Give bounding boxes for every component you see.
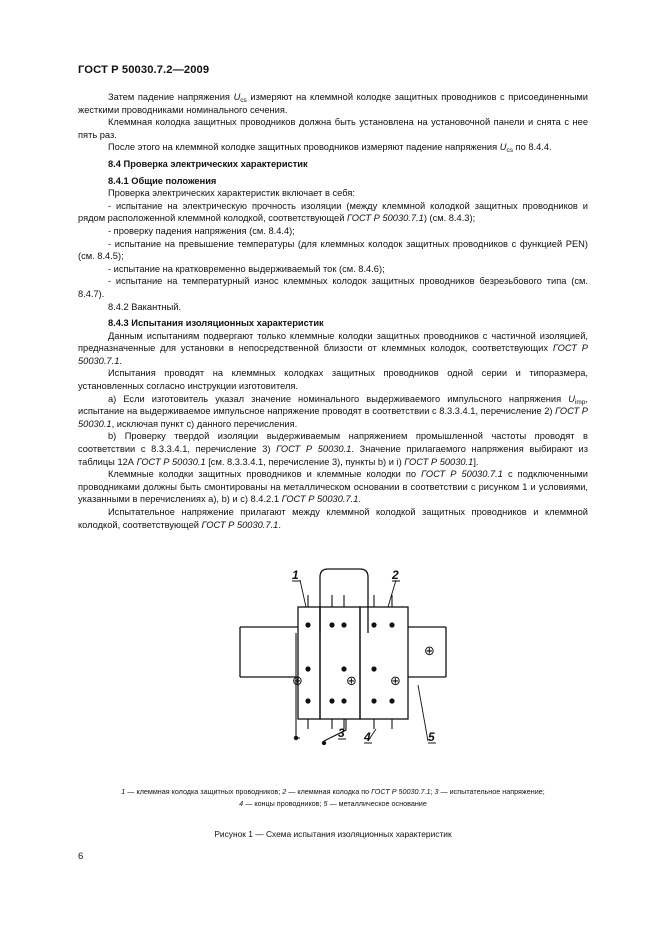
paragraph: b) Проверку твердой изоляции выдерживаемым напряжением промышленной частоты проводят в соответствии с 8.3.3.4.1, перечисление 3) ГОСТ Р 50030.1. Значение прилагаемого напряжения выбирают из таблицы 12А ГОСТ Р 50030.1 [см. 8.3.3.4.1, перечисление 3), пункты b) и i) ГОСТ Р 50030.1]. [78,431,588,467]
list-item: - испытание на электрическую прочность изоляции (между клеммной колодкой защитных проводников и рядом расположенной клеммной колодкой, соответствующей ГОСТ Р 50030.7.1) (см. 8.4.3); [78,200,588,224]
leader-lines [300,580,428,741]
terminal-block-2 [360,607,408,719]
paragraph: Испытания проводят на клеммных колодках защитных проводников одной серии и типоразмера, установленных согласно инструкции изготовителя. [78,368,588,392]
body-text [78,91,588,531]
ground-symbol-icon: ⊕ [346,674,357,689]
paragraph: а) Если изготовитель указал значение номинального выдерживаемого импульсного напряжения $U_{imp}$, испытание на выдерживаемое импульсное напряжение проводят в соответствии с 8.3.3.4.1, перечисление 2) ГОСТ Р 50030.1, исключая пункт с) данного перечисления. [78,393,588,429]
paragraph: Данным испытаниям подвергают только клеммные колодки защитных проводников с частичной изоляцией, предназначенные для установки в непосредственной близости от клеммных колодок, соответствующих ГОСТ Р 50030.7.1. [78,330,588,366]
section-heading-8-4-3: 8.4.3 Испытания изоляционных характеристик [108,318,324,329]
document-header: ГОСТ Р 50030.7.2—2009 [78,64,210,76]
figure-label-2: 2 [392,568,399,582]
paragraph: Клеммные колодки защитных проводников и клеммные колодки по ГОСТ Р 50030.7.1 с подключенными проводниками должны быть смонтированы на металлическом основании в соответствии с рисунком 1 и условиями, указанными в перечислениях а), b) и с) 8.4.2.1 ГОСТ Р 50030.7.1. [78,469,588,505]
ground-symbol-icon: ⊕ [292,674,303,689]
figure-legend: 1 — клеммная колодка защитных проводников; 2 — клеммная колодка по ГОСТ Р 50030.7.1; 3 — испытательное напряжение; 4 — концы проводников; 5 — металлическое основание [121,787,545,808]
figure-label-4: 4 [364,730,371,744]
ground-symbol-icon: ⊕ [390,674,401,689]
terminal-block-center [320,607,360,719]
section-heading-8-4-1: 8.4.1 Общие положения [108,175,217,186]
ground-symbol-icon: ⊕ [424,644,435,659]
paragraph: Клеммная колодка защитных проводников должна быть установлена на установочной панели и снята с нее пять раз. [78,117,588,140]
list-item: - проверку падения напряжения (см. 8.4.4); [108,225,295,236]
list-item: - испытание на кратковременно выдерживаемый ток (см. 8.4.6); [108,263,385,274]
test-circuit-drawing [228,565,458,745]
figure-1-test-diagram [228,565,458,745]
paragraph: Проверка электрических характеристик включает в себя: [108,188,355,199]
paragraph: После этого на клеммной колодке защитных проводников измеряют падение напряжения $U_{cs}$ по 8.4.4. [108,142,552,155]
figure-caption: Рисунок 1 — Схема испытания изоляционных характеристик [214,829,452,839]
list-item: - испытание на превышение температуры (для клеммных колодок защитных проводников с функцией PEN) (см. 8.4.5); [78,238,588,262]
figure-label-3: 3 [338,726,345,740]
figure-label-1: 1 [292,568,299,582]
figure-label-5: 5 [428,730,435,744]
section-heading-8-4: 8.4 Проверка электрических характеристик [108,158,308,169]
paragraph: 8.4.2 Вакантный. [108,301,182,312]
page-number: 6 [78,851,84,862]
paragraph: Затем падение напряжения $U_{cs}$ измеряют на клеммной колодке защитных проводников с присоединенными жесткими проводниками номинального сечения. [78,92,588,115]
list-item: - испытание на температурный износ клеммных колодок защитных проводников безрезьбового типа (см. 8.4.7). [78,276,588,299]
paragraph: Испытательное напряжение прилагают между клеммной колодкой защитных проводников и клеммной колодкой, соответствующей ГОСТ Р 50030.7.1. [78,507,588,530]
